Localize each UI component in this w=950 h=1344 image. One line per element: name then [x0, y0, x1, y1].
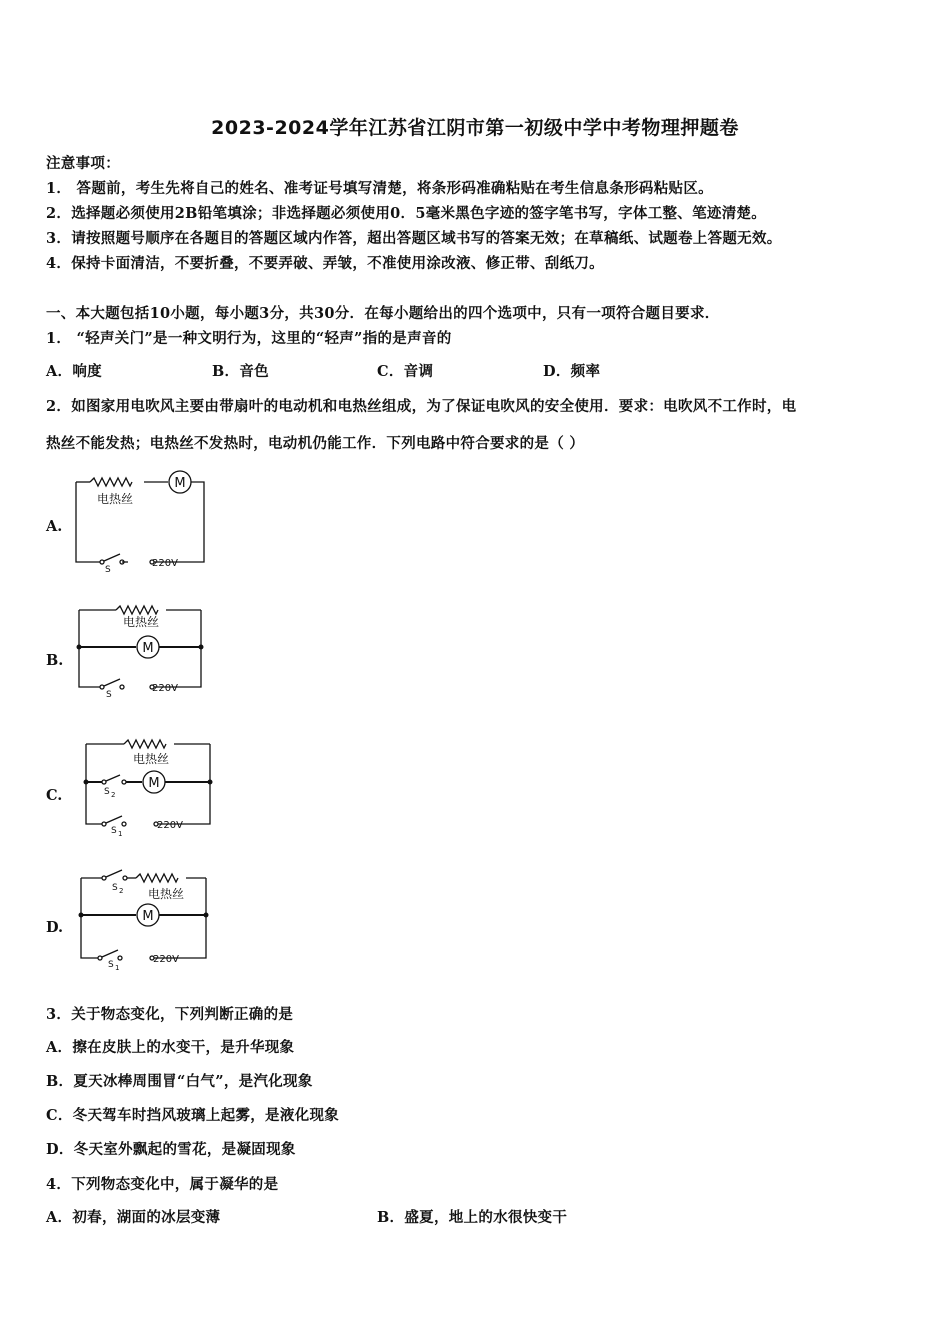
question-4-option-b: B．盛夏，地上的水很快变干 [377, 1209, 568, 1226]
question-4-stem: 4．下列物态变化中，属于凝华的是 [46, 1176, 279, 1193]
question-1-option-a: A．响度 [46, 363, 102, 380]
switch-1-subscript: 1 [115, 964, 120, 972]
switch-1-label: S [108, 960, 114, 970]
switch-label: S [105, 565, 111, 575]
motor-label: M [142, 641, 154, 656]
circuit-diagram-b [70, 598, 210, 698]
question-2-option-d-label: D. [46, 919, 64, 936]
section-heading: 一、本大题包括10小题，每小题3分，共30分．在每小题给出的四个选项中，只有一项符合题目要求． [46, 305, 720, 322]
question-2-option-a-label: A. [46, 518, 63, 535]
circuit-diagram-d [72, 862, 212, 970]
question-3-stem: 3．关于物态变化，下列判断正确的是 [46, 1006, 294, 1023]
motor-label: M [148, 776, 160, 791]
heater-resistor-icon [136, 874, 178, 882]
heater-resistor-icon [124, 740, 166, 748]
motor-label: M [174, 476, 186, 491]
circuit-diagram-a [70, 462, 210, 575]
page-title: 2023-2024学年江苏省江阴市第一初级中学中考物理押题卷 [211, 117, 739, 139]
switch-1-icon [102, 950, 118, 957]
question-3-option-b: B．夏天冰棒周围冒“白气”，是汽化现象 [46, 1073, 313, 1090]
question-1-option-d: D．频率 [543, 363, 601, 380]
voltage-label: 220V [152, 558, 178, 569]
heater-label: 电热丝 [123, 615, 160, 629]
notice-item: 4．保持卡面清洁，不要折叠，不要弄破、弄皱，不准使用涂改液、修正带、刮纸刀。 [46, 255, 604, 272]
voltage-label: 220V [152, 683, 178, 694]
question-2-option-c-label: C. [46, 787, 63, 804]
notice-heading: 注意事项： [46, 155, 120, 172]
circuit-diagram-c [78, 734, 218, 838]
question-1-option-b: B．音色 [212, 363, 269, 380]
voltage-label: 220V [153, 954, 179, 965]
heater-label: 电热丝 [133, 752, 170, 766]
heater-label: 电热丝 [148, 887, 185, 901]
heater-resistor-icon [116, 606, 158, 614]
switch-icon [104, 679, 120, 686]
heater-label: 电热丝 [97, 492, 134, 506]
motor-label: M [142, 909, 154, 924]
question-2-stem-line2: 热丝不能发热；电热丝不发热时，电动机仍能工作．下列电路中符合要求的是（ ） [46, 435, 585, 452]
question-4-option-a: A．初春，湖面的冰层变薄 [46, 1209, 221, 1226]
switch-icon [104, 554, 120, 561]
notice-item: 1． 答题前，考生先将自己的姓名、准考证号填写清楚，将条形码准确粘贴在考生信息条形码粘贴区。 [46, 180, 713, 197]
switch-1-label: S [111, 826, 117, 836]
switch-label: S [106, 690, 112, 700]
switch-1-icon [106, 816, 122, 823]
switch-2-subscript: 2 [119, 887, 124, 895]
question-2-stem-line1: 2．如图家用电吹风主要由带扇叶的电动机和电热丝组成，为了保证电吹风的安全使用．要求：电吹风不工作时，电 [46, 398, 797, 415]
question-3-option-a: A．擦在皮肤上的水变干，是升华现象 [46, 1039, 295, 1056]
notice-item: 3．请按照题号顺序在各题目的答题区域内作答，超出答题区域书写的答案无效；在草稿纸、试题卷上答题无效。 [46, 230, 782, 247]
question-3-option-c: C．冬天驾车时挡风玻璃上起雾，是液化现象 [46, 1107, 340, 1124]
question-1-stem: 1． “轻声关门”是一种文明行为，这里的“轻声”指的是声音的 [46, 330, 452, 347]
switch-2-label: S [112, 883, 118, 893]
switch-2-label: S [104, 787, 110, 797]
switch-2-icon [106, 775, 120, 781]
switch-1-subscript: 1 [118, 830, 123, 838]
question-2-option-b-label: B. [46, 652, 64, 669]
heater-resistor-icon [90, 478, 132, 486]
notice-item: 2．选择题必须使用2B铅笔填涂；非选择题必须使用0．5毫米黑色字迹的签字笔书写，字体工整、笔迹清楚。 [46, 205, 767, 222]
question-1-option-c: C．音调 [377, 363, 434, 380]
question-3-option-d: D．冬天室外飘起的雪花，是凝固现象 [46, 1141, 296, 1158]
switch-2-subscript: 2 [111, 791, 116, 799]
voltage-label: 220V [157, 820, 183, 831]
switch-2-icon [106, 870, 122, 877]
